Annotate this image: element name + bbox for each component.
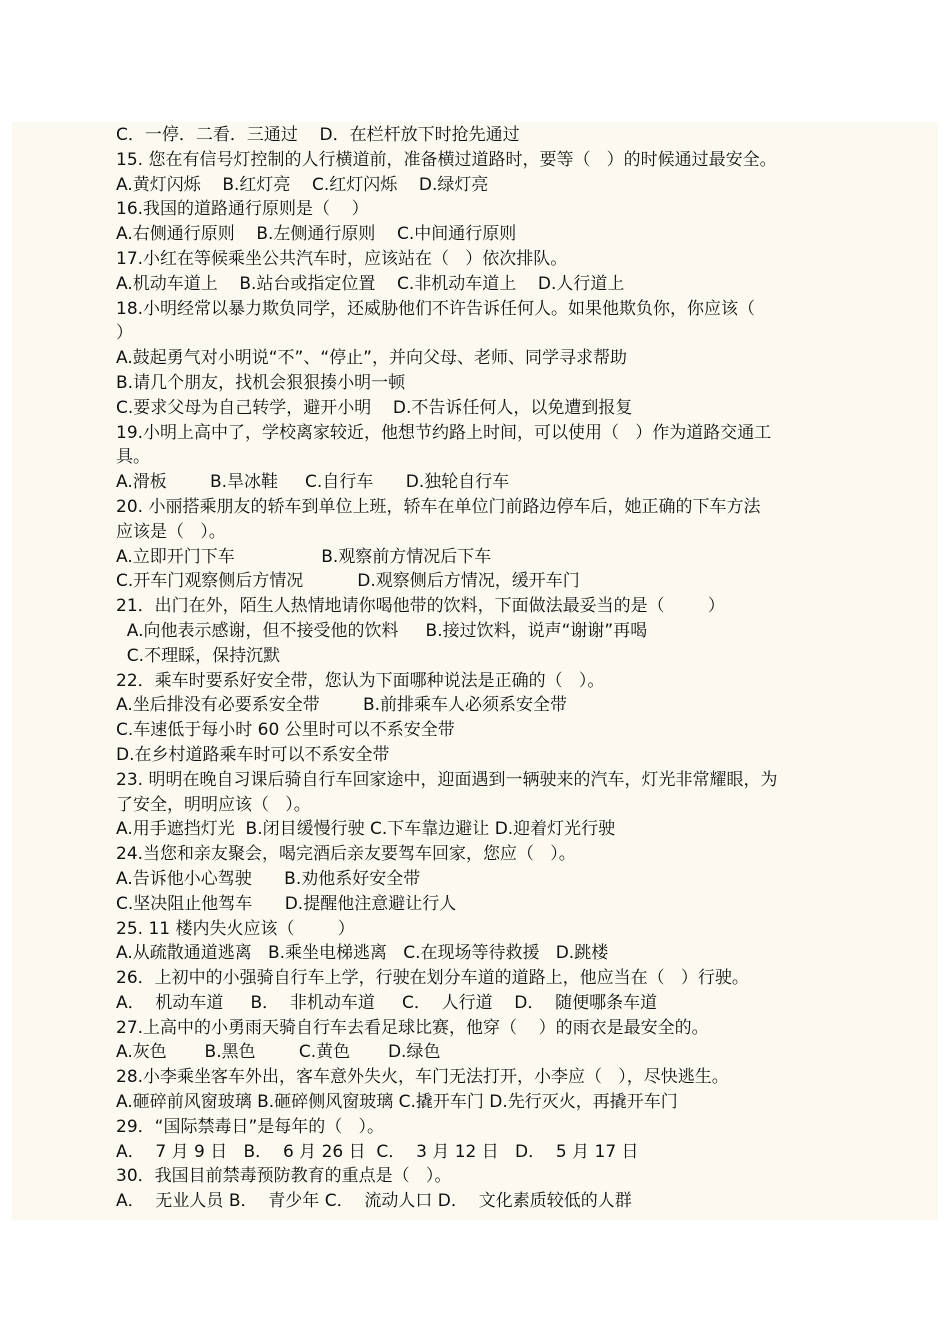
answer-options-q20-ab: A.立即开门下车 B.观察前方情况后下车	[116, 546, 492, 567]
exam-question-list	[116, 123, 846, 1214]
answer-options-q30: A． 无业人员 B． 青少年 C． 流动人口 D． 文化素质较低的人群	[116, 1191, 632, 1212]
question-18-continued: ）	[116, 323, 133, 344]
answer-option-q22-d: D.在乡村道路乘车时可以不系安全带	[116, 744, 390, 765]
question-23: 23. 明明在晚自习课后骑自行车回家途中，迎面遇到一辆驶来的汽车，灯光非常耀眼，为	[116, 769, 778, 790]
answer-options-q23: A.用手遮挡灯光 B.闭目缓慢行驶 C.下车靠边避让 D.迎着灯光行驶	[116, 819, 616, 840]
answer-options-q19: A.滑板 B.旱冰鞋 C.自行车 D.独轮自行车	[116, 472, 510, 493]
question-20: 20. 小丽搭乘朋友的轿车到单位上班，轿车在单位门前路边停车后，她正确的下车方法	[116, 496, 761, 517]
question-26: 26．上初中的小强骑自行车上学，行驶在划分车道的道路上，他应当在（ ）行驶。	[116, 968, 749, 989]
answer-options-q25: A.从疏散通道逃离 B.乘坐电梯逃离 C.在现场等待救援 D.跳楼	[116, 943, 609, 964]
question-24: 24.当您和亲友聚会，喝完酒后亲友要驾车回家，您应（ ）。	[116, 844, 576, 865]
question-17: 17.小红在等候乘坐公共汽车时，应该站在（ ）依次排队。	[116, 248, 568, 269]
answer-option-q18-a: A.鼓起勇气对小明说“不”、“停止”，并向父母、老师、同学寻求帮助	[116, 348, 627, 369]
answer-options-q14: C．一停．二看．三通过 D．在栏杆放下时抢先通过	[116, 125, 520, 145]
answer-options-q17: A.机动车道上 B.站台或指定位置 C.非机动车道上 D.人行道上	[116, 273, 625, 294]
answer-options-q21-ab: A.向他表示感谢，但不接受他的饮料 B.接过饮料，说声“谢谢”再喝	[116, 620, 648, 641]
answer-options-q24-cd: C.坚决阻止他驾车 D.提醒他注意避让行人	[116, 893, 457, 914]
question-19: 19.小明上高中了，学校离家较近，他想节约路上时间，可以使用（ ）作为道路交通工	[116, 422, 772, 443]
question-28: 28.小李乘坐客车外出，客车意外失火，车门无法打开，小李应（ ），尽快逃生。	[116, 1067, 729, 1088]
answer-options-q16: A.右侧通行原则 B.左侧通行原则 C.中间通行原则	[116, 224, 517, 245]
question-18: 18.小明经常以暴力欺负同学，还威胁他们不许告诉任何人。如果他欺负你，你应该（	[116, 298, 756, 319]
question-15: 15. 您在有信号灯控制的人行横道前，准备横过道路时，要等（ ）的时候通过最安全。	[116, 149, 777, 170]
question-27: 27.上高中的小勇雨天骑自行车去看足球比赛，他穿（ ）的雨衣是最安全的。	[116, 1017, 709, 1038]
question-16: 16.我国的道路通行原则是（ ）	[116, 199, 369, 220]
answer-option-q18-b: B.请几个朋友，找机会狠狠揍小明一顿	[116, 372, 406, 393]
question-20-continued: 应该是（ ）。	[116, 521, 226, 542]
question-30: 30．我国目前禁毒预防教育的重点是（ ）。	[116, 1166, 452, 1187]
question-23-continued: 了安全，明明应该（ ）。	[116, 794, 311, 815]
question-22: 22．乘车时要系好安全带，您认为下面哪种说法是正确的（ ）。	[116, 670, 605, 691]
answer-option-q21-c: C.不理睬，保持沉默	[116, 645, 281, 666]
answer-options-q24-ab: A.告诉他小心驾驶 B.劝他系好安全带	[116, 868, 421, 889]
question-25: 25. 11 楼内失火应该（ ）	[116, 918, 355, 939]
answer-options-q15: A.黄灯闪烁 B.红灯亮 C.红灯闪烁 D.绿灯亮	[116, 174, 489, 195]
answer-options-q26: A． 机动车道 B． 非机动车道 C． 人行道 D． 随便哪条车道	[116, 992, 658, 1013]
answer-option-q22-c: C.车速低于每小时 60 公里时可以不系安全带	[116, 720, 455, 741]
question-21: 21．出门在外，陌生人热情地请你喝他带的饮料，下面做法最妥当的是（ ）	[116, 596, 725, 617]
answer-options-q22-ab: A.坐后排没有必要系安全带 B.前排乘车人必须系安全带	[116, 695, 568, 716]
answer-options-q28: A.砸碎前风窗玻璃 B.砸碎侧风窗玻璃 C.撬开车门 D.先行灭火，再撬开车门	[116, 1092, 678, 1113]
question-19-continued: 具。	[116, 447, 150, 468]
answer-options-q29: A． 7 月 9 日 B． 6 月 26 日 C． 3 月 12 日 D． 5 月 17 日	[116, 1141, 639, 1162]
question-29: 29．“国际禁毒日”是每年的（ ）。	[116, 1116, 384, 1137]
answer-options-q18-cd: C.要求父母为自己转学，避开小明 D.不告诉任何人，以免遭到报复	[116, 397, 633, 418]
answer-options-q20-cd: C.开车门观察侧后方情况 D.观察侧后方情况，缓开车门	[116, 571, 580, 592]
answer-options-q27: A.灰色 B.黑色 C.黄色 D.绿色	[116, 1042, 441, 1063]
